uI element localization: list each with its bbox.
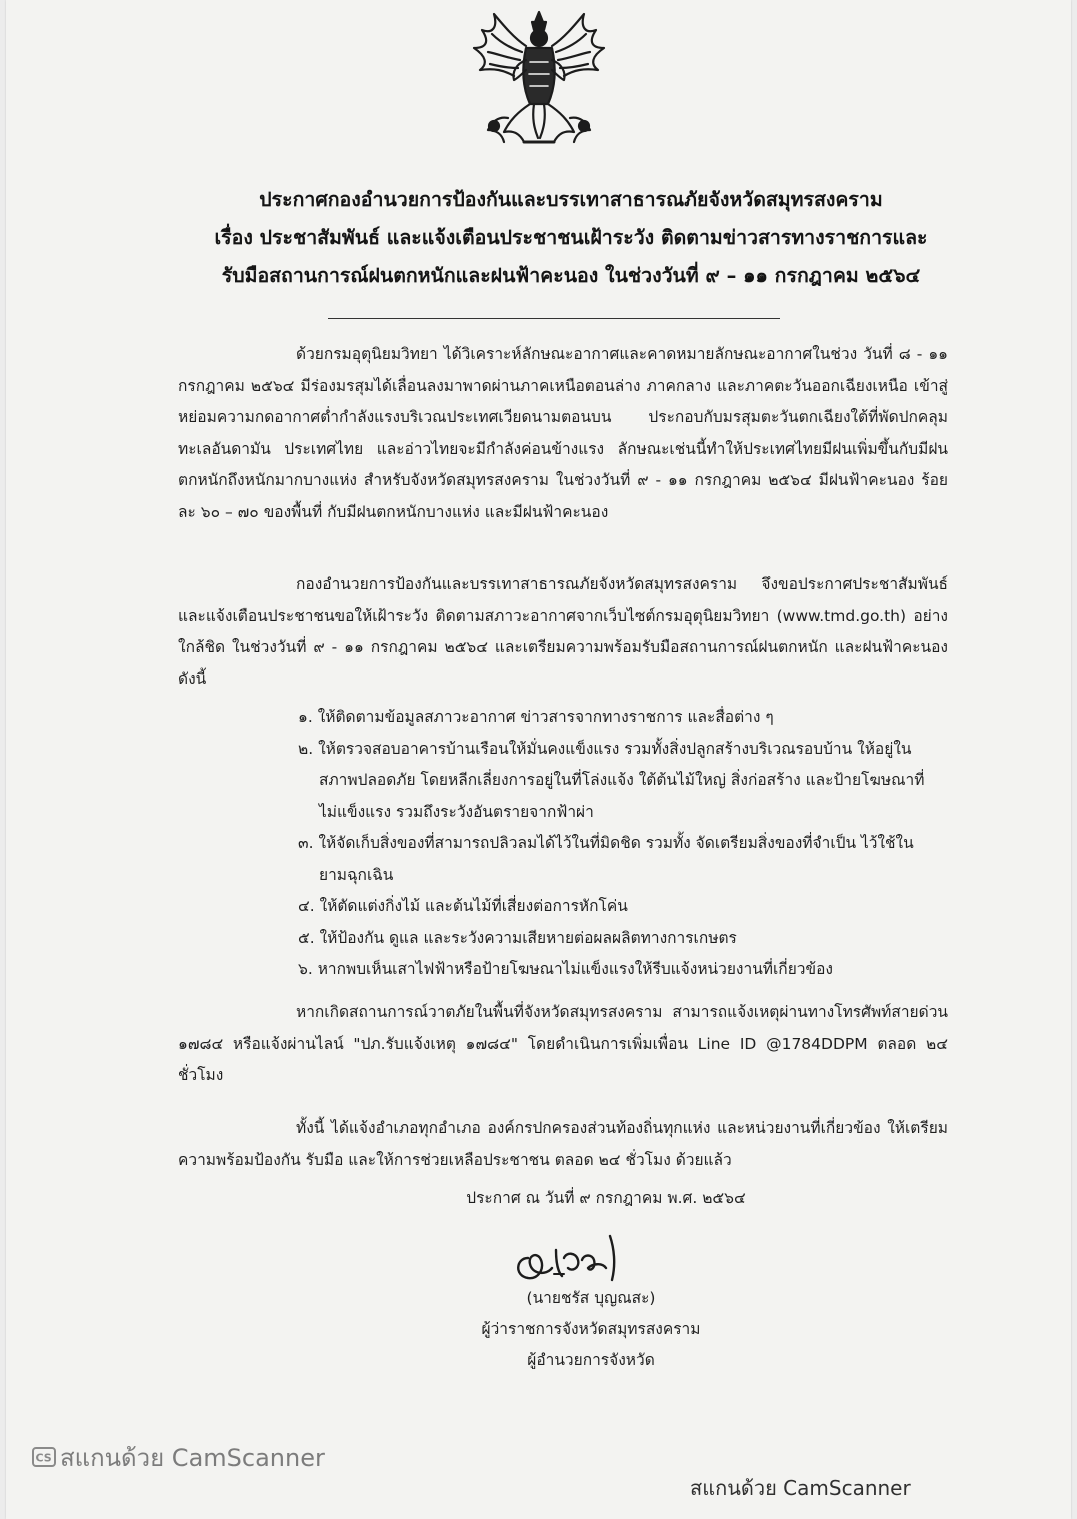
signatory-role: ผู้อำนวยการจังหวัด [527,1351,655,1369]
title-line-1: ประกาศกองอำนวยการป้องกันและบรรเทาสาธารณภัยจังหวัดสมุทรสงคราม [259,188,883,211]
paragraph-warning-notice: กองอำนวยการป้องกันและบรรเทาสาธารณภัยจังหวัดสมุทรสงคราม จึงขอประกาศประชาสัมพันธ์และแจ้งเตือนประชาชนขอให้เฝ้าระวัง ติดตามสภาวะอากาศจากเว็บไซต์กรมอุตุนิยมวิทยา (www.tmd.go.th) อย่างใกล้ชิด ในช่วงวันที่ ๙ - ๑๑ กรกฎาคม ๒๕๖๔ และเตรียมความพร้อมรับมือสถานการณ์ฝนตกหนัก และฝนฟ้าคะนอง ดังนี้ [178,575,948,688]
list-item: ๔. ให้ตัดแต่งกิ่งไม้ และต้นไม้ที่เสี่ยงต่อการหักโค่น [298,897,628,915]
action-list [298,702,938,986]
document-page [6,0,1071,1519]
list-item: ๕. ให้ป้องกัน ดูแล และระวังความเสียหายต่อผลผลิตทางการเกษตร [298,928,737,947]
svg-text:CS: CS [35,1451,52,1465]
paragraph-weather-forecast: ด้วยกรมอุตุนิยมวิทยา ได้วิเคราะห์ลักษณะอากาศและคาดหมายลักษณะอากาศในช่วง วันที่ ๘ - ๑๑ กรกฎาคม ๒๕๖๔ มีร่องมรสุมได้เลื่อนลงมาพาดผ่านภาคเหนือตอนล่าง ภาคกลาง และภาคตะวันออกเฉียงเหนือ เข้าสู่หย่อมความกดอากาศต่ำกำลังแรงบริเวณประเทศเวียดนามตอนบน ประกอบกับมรสุมตะวันตกเฉียงใต้ที่พัดปกคลุมทะเลอันดามัน ประเทศไทย และอ่าวไทยจะมีกำลังค่อนข้างแรง ลักษณะเช่นนี้ทำให้ประเทศไทยมีฝนเพิ่มขึ้นกับมีฝนตกหนักถึงหนักมากบางแห่ง สำหรับจังหวัดสมุทรสงคราม ในช่วงวันที่ ๙ - ๑๑ กรกฎาคม ๒๕๖๔ มีฝนฟ้าคะนอง ร้อยละ ๖๐ – ๗๐ ของพื้นที่ กับมีฝนตกหนักบางแห่ง และมีฝนฟ้าคะนอง [178,345,948,521]
announcement-title [176,181,966,295]
signatory-block [406,1283,776,1376]
camscanner-watermark-left [32,1438,325,1477]
announcement-date: ประกาศ ณ วันที่ ๙ กรกฎาคม พ.ศ. ๒๕๖๔ [466,1189,746,1207]
paragraph-hotline: หากเกิดสถานการณ์วาตภัยในพื้นที่จังหวัดสมุทรสงคราม สามารถแจ้งเหตุผ่านทางโทรศัพท์สายด่วน ๑๗๘๔ หรือแจ้งผ่านไลน์ "ปภ.รับแจ้งเหตุ ๑๗๘๔" โดยดำเนินการเพิ่มเพื่อน Line ID @1784DDPM ตลอด ๒๔ ชั่วโมง [178,1003,948,1084]
camscanner-label: สแกนด้วย CamScanner [60,1444,325,1472]
paragraph-closing: ทั้งนี้ ได้แจ้งอำเภอทุกอำเภอ องค์กรปกครองส่วนท้องถิ่นทุกแห่ง และหน่วยงานที่เกี่ยวข้อง ให้เตรียมความพร้อมป้องกัน รับมือ และให้การช่วยเหลือประชาชน ตลอด ๒๔ ชั่วโมง ด้วยแล้ว [178,1119,948,1169]
list-item: ๓. ให้จัดเก็บสิ่งของที่สามารถปลิวลมได้ไว้ในที่มิดชิด รวมทั้ง จัดเตรียมสิ่งของที่จำเป็น ไว้ใช้ในยามฉุกเฉิน [298,834,914,884]
handwritten-signature-icon [506,1228,646,1288]
list-item: ๖. หากพบเห็นเสาไฟฟ้าหรือป้ายโฆษณาไม่แข็งแรงให้รีบแจ้งหน่วยงานที่เกี่ยวข้อง [298,960,833,978]
signatory-name: (นายชรัส บุญณสะ) [526,1289,656,1307]
signatory-position: ผู้ว่าราชการจังหวัดสมุทรสงคราม [481,1320,701,1338]
list-item: ๑. ให้ติดตามข้อมูลสภาวะอากาศ ข่าวสารจากทางราชการ และสื่อต่าง ๆ [298,708,774,726]
cs-logo-icon [32,1447,56,1470]
list-item: ๒. ให้ตรวจสอบอาคารบ้านเรือนให้มั่นคงแข็งแรง รวมทั้งสิ่งปลูกสร้างบริเวณรอบบ้าน ให้อยู่ในสภาพปลอดภัย โดยหลีกเลี่ยงการอยู่ในที่โล่งแจ้ง ใต้ต้นไม้ใหญ่ สิ่งก่อสร้าง และป้ายโฆษณาที่ไม่แข็งแรง รวมถึงระวังอันตรายจากฟ้าผ่า [298,739,925,821]
camscanner-watermark-right: สแกนด้วย CamScanner [690,1476,911,1500]
garuda-emblem-icon [464,8,614,148]
title-line-3: รับมือสถานการณ์ฝนตกหนักและฝนฟ้าคะนอง ในช่วงวันที่ ๙ – ๑๑ กรกฎาคม ๒๕๖๔ [221,264,921,287]
title-divider [328,318,780,319]
title-line-2: เรื่อง ประชาสัมพันธ์ และแจ้งเตือนประชาชนเฝ้าระวัง ติดตามข่าวสารทางราชการและ [214,226,928,249]
